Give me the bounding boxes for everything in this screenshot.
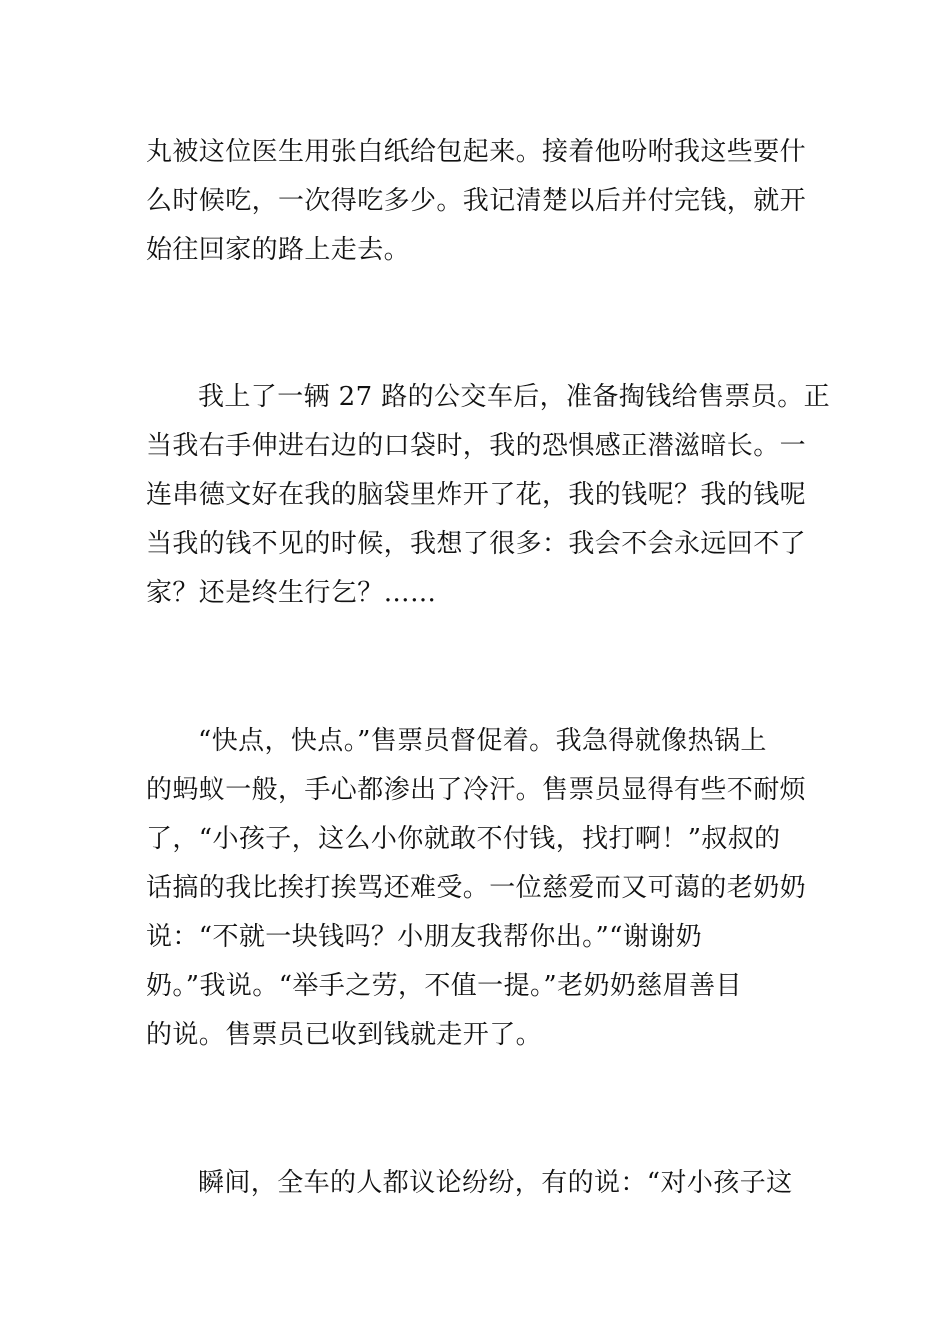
text-line: 的蚂蚁一般，手心都渗出了冷汗。售票员显得有些不耐烦 [146, 775, 807, 805]
text-line-content: “快点，快点。”售票员督促着。我急得就像热锅上 [198, 726, 767, 756]
text-line: 始往回家的路上走去。 [146, 235, 411, 265]
text-line [146, 1159, 806, 1208]
paragraph-1 [146, 128, 806, 275]
text-line: 连串德文好在我的脑袋里炸开了花，我的钱呢？我的钱呢 [146, 480, 807, 510]
paragraph-3 [146, 717, 806, 1060]
text-line: 话搞的我比挨打挨骂还难受。一位慈爱而又可蔼的老奶奶 [146, 873, 807, 903]
text-line [146, 373, 831, 422]
text-line: 丸被这位医生用张白纸给包起来。接着他吩咐我这些要什 [146, 137, 807, 167]
text-line: 当我的钱不见的时候，我想了很多：我会不会永远回不了 [146, 529, 807, 559]
text-line: 当我右手伸进右边的口袋时，我的恐惧感正潜滋暗长。一 [146, 431, 807, 461]
text-line: 家？还是终生行乞？…… [146, 578, 437, 608]
text-line: 了，“小孩子，这么小你就敢不付钱，找打啊！”叔叔的 [146, 824, 781, 854]
paragraph-4 [146, 1159, 806, 1208]
text-line: 的说。售票员已收到钱就走开了。 [146, 1020, 543, 1050]
text-line-content: 瞬间，全车的人都议论纷纷，有的说：“对小孩子这 [198, 1168, 793, 1198]
text-line: 奶。”我说。“举手之劳，不值一提。”老奶奶慈眉善目 [146, 971, 742, 1001]
text-line [146, 717, 806, 766]
text-line: 么时候吃，一次得吃多少。我记清楚以后并付完钱，就开 [146, 186, 807, 216]
paragraph-2 [146, 373, 831, 618]
text-line: 说：“不就一块钱吗？小朋友我帮你出。”“谢谢奶 [146, 922, 703, 952]
text-line-content: 我上了一辆 27 路的公交车后，准备掏钱给售票员。正 [198, 382, 831, 412]
